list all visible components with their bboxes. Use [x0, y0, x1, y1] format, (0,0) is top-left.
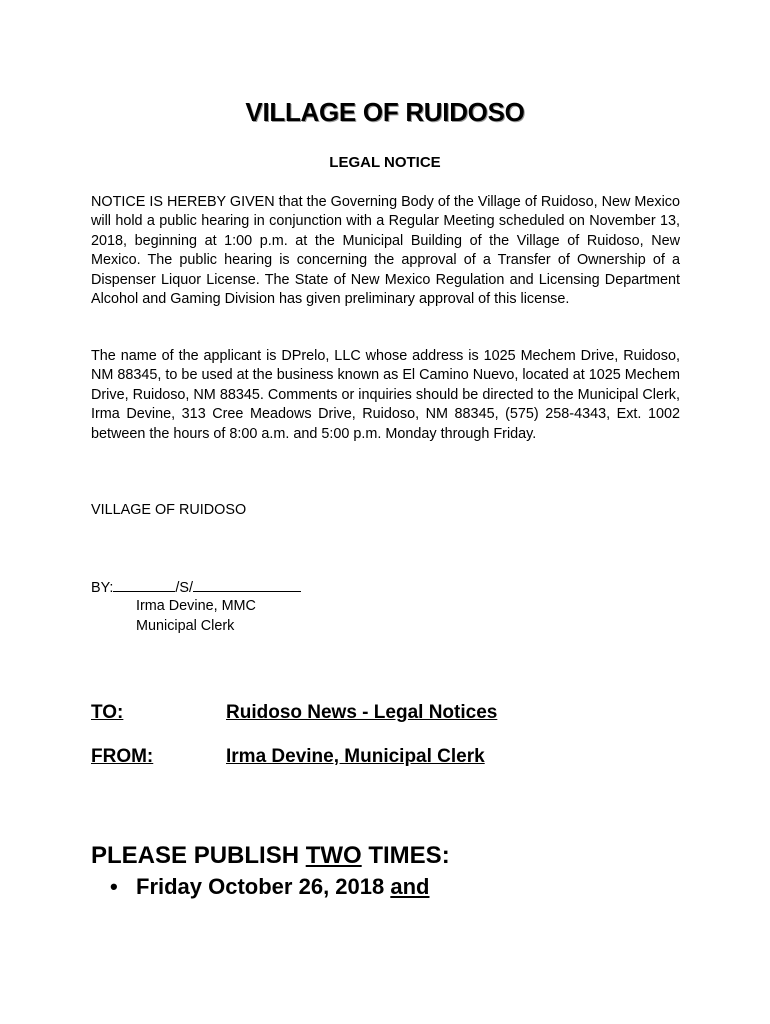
publish-conjunction: and [390, 874, 430, 899]
signature-organization: VILLAGE OF RUIDOSO [91, 502, 247, 518]
signer-title: Municipal Clerk [136, 618, 235, 634]
from-value: Irma Devine, Municipal Clerk [226, 746, 485, 767]
publish-date: Friday October 26, 2018 [136, 874, 391, 899]
by-label: BY: [91, 580, 114, 596]
from-label: FROM: [91, 746, 154, 767]
signed-mark: /S/ [175, 580, 194, 596]
publish-suffix: TIMES: [361, 842, 450, 869]
signature-by-line [91, 578, 301, 596]
publish-prefix: PLEASE PUBLISH [91, 842, 306, 869]
signature-blank-left [113, 578, 175, 592]
publish-count: TWO [305, 842, 362, 869]
publish-instruction [91, 842, 450, 870]
page-title: VILLAGE OF RUIDOSO [245, 97, 525, 127]
notice-paragraph-1: NOTICE IS HEREBY GIVEN that the Governing Body of the Village of Ruidoso, New Mexico will hold a public hearing in conjunction with a Regular Meeting scheduled on November 13, 2018, beginning at 1:00 p.m. at the Municipal Building of the Village of Ruidoso, New Mexico. The public hearing is concerning the approval of a Transfer of Ownership of a Dispenser Liquor License. The State of New Mexico Regulation and Licensing Department Alcohol and Gaming Division has given preliminary approval of this license. [91, 194, 680, 308]
to-value: Ruidoso News - Legal Notices [226, 702, 498, 723]
to-label: TO: [91, 702, 124, 723]
signature-blank-right [193, 578, 301, 592]
bullet-icon: • [110, 874, 118, 899]
notice-paragraph-2: The name of the applicant is DPrelo, LLC whose address is 1025 Mechem Drive, Ruidoso, NM 88345, to be used at the business known as El Camino Nuevo, located at 1025 Mechem Drive, Ruidoso, NM 88345. Comments or inquiries should be directed to the Municipal Clerk, Irma Devine, 313 Cree Meadows Drive, Ruidoso, NM 88345, (575) 258-4343, Ext. 1002 between the hours of 8:00 a.m. and 5:00 p.m. Monday through Friday. [91, 348, 680, 442]
notice-subtitle: LEGAL NOTICE [329, 154, 441, 171]
signer-name: Irma Devine, MMC [136, 598, 256, 614]
publish-date-item [110, 874, 429, 900]
